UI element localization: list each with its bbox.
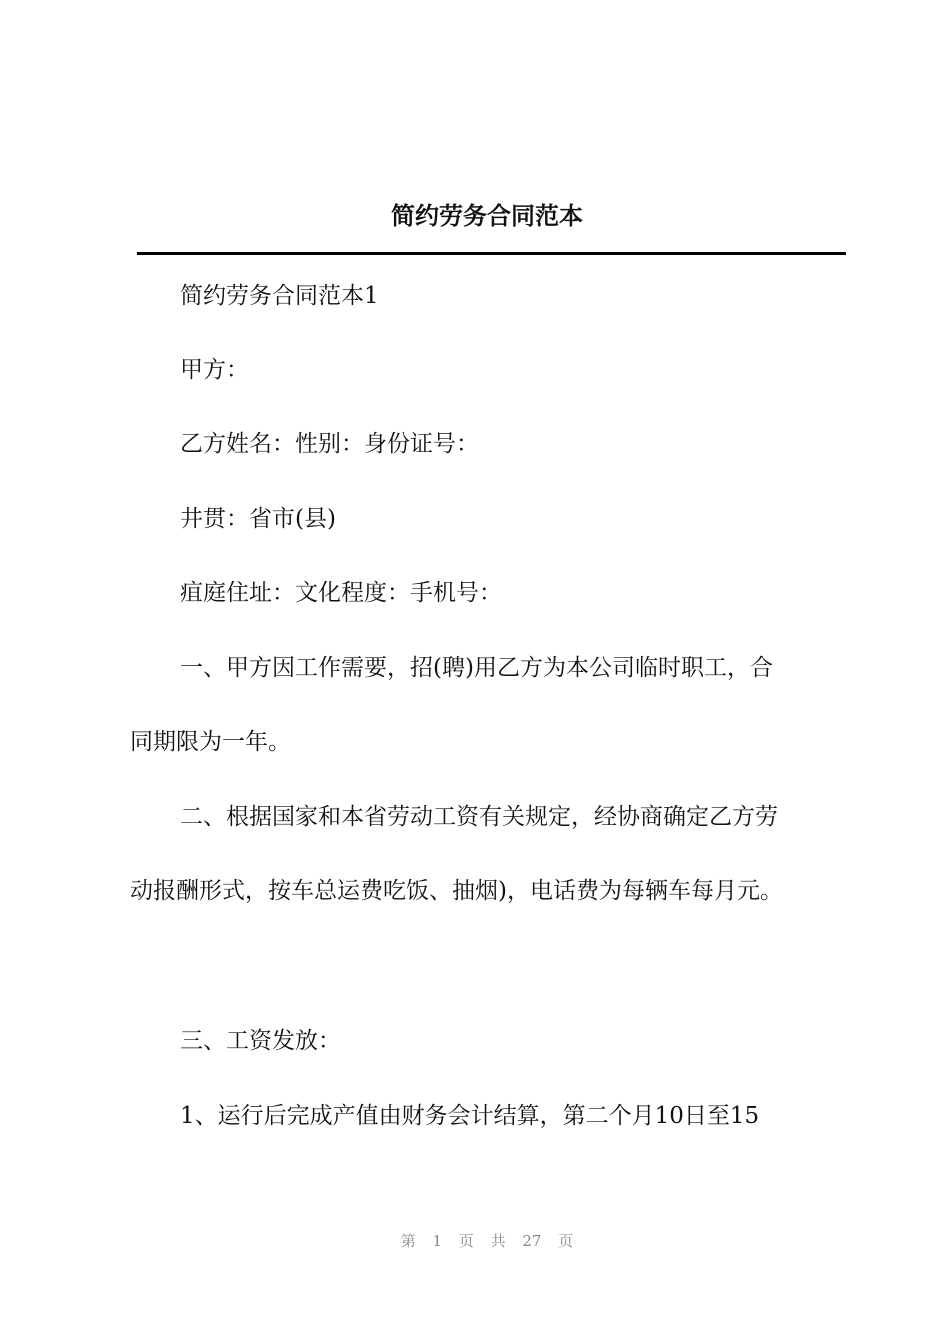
title-divider (137, 252, 846, 255)
paragraph-clause-3-item-1: 1、运行后完成产值由财务会计结算，第二个月10日至15 (180, 1103, 760, 1129)
paragraph-clause-2-cont: 动报酬形式，按车总运费吃饭、抽烟)，电话费为每辆车每月元。 (130, 878, 783, 904)
paragraph-clause-1: 一、甲方因工作需要，招(聘)用乙方为本公司临时职工，合 (180, 655, 773, 681)
paragraph-address: 疽庭住址：文化程度：手机号： (180, 580, 502, 606)
paragraph-origin: 井贯：省市(县) (180, 506, 336, 532)
page-number-footer: 第 1 页 共 27 页 (400, 1232, 574, 1250)
paragraph-clause-3: 三、工资发放： (180, 1028, 341, 1054)
paragraph-clause-2: 二、根据国家和本省劳动工资有关规定，经协商确定乙方劳 (180, 804, 778, 830)
paragraph-party-b: 乙方姓名：性别：身份证号： (180, 431, 479, 457)
paragraph-heading: 简约劳务合同范本1 (180, 283, 379, 309)
paragraph-party-a: 甲方： (180, 357, 249, 383)
paragraph-clause-1-cont: 同期限为一年。 (130, 729, 291, 755)
document-title: 简约劳务合同范本 (391, 202, 583, 230)
